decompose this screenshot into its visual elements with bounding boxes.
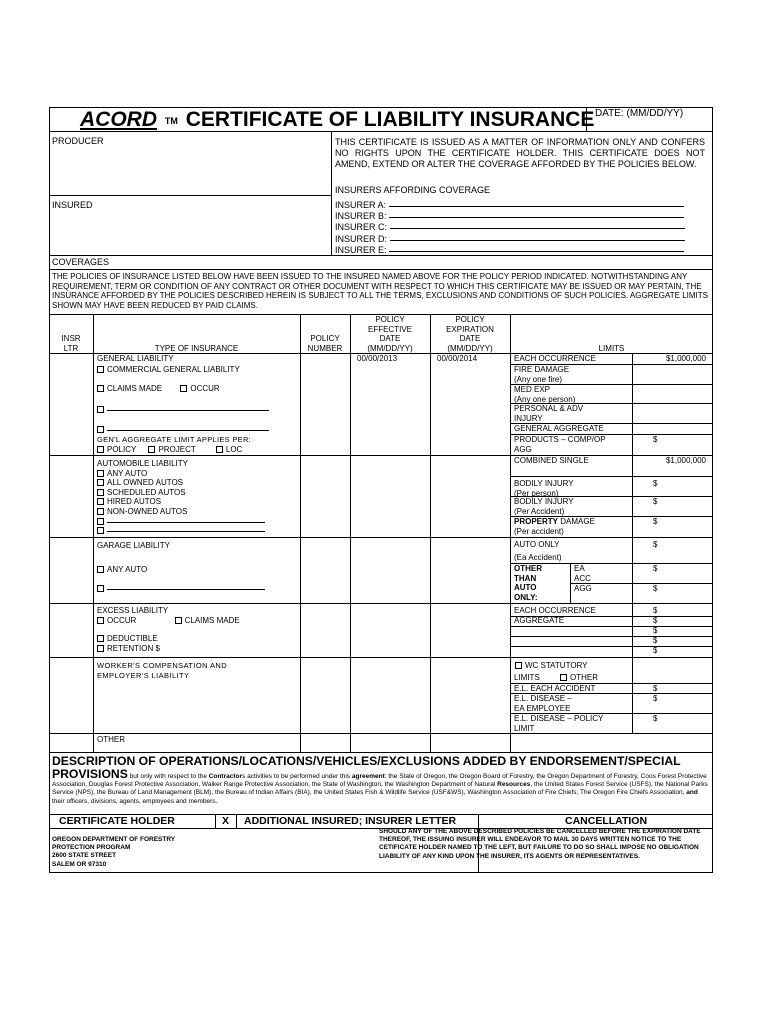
garage-blank[interactable] <box>97 584 297 594</box>
description-body: PROVISIONS but only with respect to the Contractors activities to be performed under this agreement: the State of Oregon, the Oregon Board of Forestry, the Oregon Department of Forestry, Coos Forest Protective Association, Douglas Forest Protective Association, Walker Range Protective Association, the State of Washington, the Washington Department of Natural Resources, the United States Forest Service (USFS), the National Parks Service (NPS), the Bureau of Land Management (BLM), the Bureau of Indian Affairs (BIA), the United States Fish & Wildlife Service (USF&WS), Washington Association of Fire Chiefs; The Oregon Fire Chiefs Association, and their officers, divisions, agents, employees and members. <box>52 767 708 805</box>
ea-acc-label: EA ACC <box>574 564 591 583</box>
col-expiration-date: POLICY EXPIRATION DATE (MM/DD/YY) <box>446 315 494 353</box>
title-text: CERTIFICATE OF LIABILITY INSURANCE <box>185 108 595 131</box>
auto-blank-2[interactable] <box>97 526 297 536</box>
auto-only-value: $ <box>653 540 658 549</box>
wc-other-checkbox[interactable]: OTHER <box>560 673 598 682</box>
general-expiration-date: 00/00/2014 <box>437 354 478 363</box>
insurer-e: INSURER E: <box>335 245 685 256</box>
excess-each-occurrence-value: $ <box>653 606 658 615</box>
additional-insured-x: X <box>221 815 229 827</box>
ea-acc-value: $ <box>653 564 658 573</box>
insurers-list <box>335 200 685 256</box>
description-section <box>52 754 710 806</box>
wc-limits-row <box>514 673 598 683</box>
combined-single-value: $1,000,000 <box>665 456 706 465</box>
personal-adv-label: PERSONAL & ADV INJURY <box>514 404 584 423</box>
excess-each-occurrence-label: EACH OCCURRENCE <box>514 606 596 615</box>
claims-made-checkbox[interactable]: CLAIMS MADE <box>97 384 162 393</box>
products-label: PRODUCTS – COMP/OP AGG <box>514 435 606 454</box>
excess-claims-made-checkbox[interactable]: CLAIMS MADE <box>175 616 240 625</box>
description-heading: DESCRIPTION OF OPERATIONS/LOCATIONS/VEHICLES/EXCLUSIONS ADDED BY ENDORSEMENT/SPECIAL <box>52 754 681 768</box>
insurers-heading: INSURERS AFFORDING COVERAGE <box>335 185 491 195</box>
automobile-liability-title: AUTOMOBILE LIABILITY <box>97 459 188 468</box>
el-disease-policy-label: E.L. DISEASE – POLICY LIMIT <box>514 714 604 733</box>
el-each-accident-value: $ <box>653 684 658 693</box>
general-blank-1[interactable] <box>97 405 297 415</box>
insurer-c: INSURER C: <box>335 222 685 233</box>
bodily-injury-accident-label: BODILY INJURY (Per Accident) <box>514 497 574 516</box>
general-effective-date: 00/00/2013 <box>357 354 398 363</box>
aggregate-applies-label: GEN'L AGGREGATE LIMIT APPLIES PER: <box>97 434 252 444</box>
each-occurrence-value: $1,000,000 <box>665 354 706 363</box>
insured-label: INSURED <box>52 200 93 210</box>
col-insr-ltr: INSR LTR <box>61 334 81 353</box>
auto-only-sub-label: (Ea Accident) <box>514 553 562 562</box>
all-owned-autos-checkbox[interactable]: ALL OWNED AUTOS <box>97 478 297 488</box>
commercial-general-checkbox[interactable]: COMMERCIAL GENERAL LIABILITY <box>97 365 297 375</box>
cancellation-label: CANCELLATION <box>565 815 648 827</box>
general-liability-cell <box>97 354 297 454</box>
project-checkbox[interactable]: PROJECT <box>148 445 195 454</box>
el-disease-employee-label: E.L. DISEASE – EA EMPLOYEE <box>514 694 572 713</box>
agg-label: AGG <box>574 584 592 593</box>
workers-comp-cell: WORKER'S COMPENSATION AND EMPLOYER'S LIABILITY <box>97 661 228 680</box>
general-aggregate-label: GENERAL AGGREGATE <box>514 424 604 433</box>
col-limits: LIMITS <box>598 344 625 353</box>
any-auto-checkbox[interactable]: ANY AUTO <box>97 469 297 479</box>
insurer-d: INSURER D: <box>335 234 685 245</box>
excess-blank-1-value: $ <box>653 626 658 635</box>
date-label: DATE: (MM/DD/YY) <box>595 108 684 119</box>
el-disease-policy-value: $ <box>653 714 658 723</box>
property-damage-value: $ <box>653 517 658 526</box>
certificate-holder-address: OREGON DEPARTMENT OF FORESTRY PROTECTION PROGRAM 2600 STATE STREET SALEM OR 97310 <box>52 836 176 868</box>
excess-aggregate-value: $ <box>653 616 658 625</box>
other-coverage-label: OTHER <box>97 735 125 744</box>
fire-damage-label: FIRE DAMAGE (Any one fire) <box>514 365 570 384</box>
excess-occur-checkbox[interactable]: OCCUR <box>97 616 136 625</box>
col-policy-number: POLICY NUMBER <box>307 334 343 353</box>
garage-liability-title: GARAGE LIABILITY <box>97 541 170 550</box>
excess-blank-3-value: $ <box>653 646 658 655</box>
policy-checkbox[interactable]: POLICY <box>97 445 136 454</box>
each-occurrence-label: EACH OCCURRENCE <box>514 354 596 363</box>
agg-value: $ <box>653 584 658 593</box>
cancellation-text: SHOULD ANY OF THE ABOVE DESCRIBED POLICIES BE CANCELLED BEFORE THE EXPIRATION DATE THEREOF, THE ISSUING INSURER WILL ENDEAVOR TO MAIL 30 DAYS WRITTEN NOTICE TO THE CETIFICATE HOLDER NAMED TO THE LEFT, BUT FAILURE TO DO SO SHALL IMPOSE NO OBLIGATION LIABILITY OF ANY KIND UPON THE INSURER, ITS AGENTS OR REPRESENTATIVES. <box>379 828 701 860</box>
other-than-auto-only-label: OTHER THAN AUTO ONLY: <box>514 564 542 602</box>
non-owned-autos-checkbox[interactable]: NON-OWNED AUTOS <box>97 507 297 517</box>
coverages-text: THE POLICIES OF INSURANCE LISTED BELOW HAVE BEEN ISSUED TO THE INSURED NAMED ABOVE FOR THE POLICY PERIOD INDICATED. NOTWITHSTANDING ANY REQUIREMENT, TERM OR CONDITION OF ANY CONTRACT OR OTHER DOCUMENT WITH RESPECT TO WHICH THIS CERTIFICATE MAY BE ISSUED OR MAY PERTAIN, THE INSURANCE AFFORDED BY THE POLICIES DESCRIBED HEREIN IS SUBJECT TO ALL THE TERMS, EXCLUSIONS AND CONDITIONS OF SUCH POLICIES. AGGREGATE LIMITS SHOWN MAY HAVE BEEN REDUCED BY PAID CLAIMS. <box>52 272 708 310</box>
property-damage-label: PROPERTY DAMAGE (Per accident) <box>514 517 595 536</box>
bodily-injury-person-label: BODILY INJURY (Per person) <box>514 479 574 498</box>
garage-liability-cell <box>97 541 297 594</box>
general-blank-2[interactable] <box>97 425 297 435</box>
excess-liability-cell <box>97 606 297 653</box>
retention-checkbox[interactable]: RETENTION $ <box>97 644 297 654</box>
bodily-injury-person-value: $ <box>653 479 658 488</box>
trademark: TM <box>164 116 178 126</box>
general-liability-title: GENERAL LIABILITY <box>97 354 174 363</box>
deductible-checkbox[interactable]: DEDUCTIBLE <box>97 634 297 644</box>
certificate-holder-label: CERTIFICATE HOLDER <box>59 815 175 827</box>
insurer-a: INSURER A: <box>335 200 685 211</box>
products-value: $ <box>653 435 658 444</box>
form-title <box>80 109 594 132</box>
excess-blank-2-value: $ <box>653 636 658 645</box>
loc-checkbox[interactable]: LOC <box>216 445 242 454</box>
excess-liability-title: EXCESS LIABILITY <box>97 606 169 615</box>
col-type: TYPE OF INSURANCE <box>154 344 239 353</box>
garage-any-auto-checkbox[interactable]: ANY AUTO <box>97 565 297 575</box>
auto-blank-1[interactable] <box>97 517 297 527</box>
certificate-notice: THIS CERTIFICATE IS ISSUED AS A MATTER OF INFORMATION ONLY AND CONFERS NO RIGHTS UPON THE CERTIFICATE HOLDER. THIS CERTIFICATE DOES NOT AMEND, EXTEND OR ALTER THE COVERAGE AFFORDED BY THE POLICIES BELOW. <box>335 137 705 169</box>
col-effective-date: POLICY EFFECTIVE DATE (MM/DD/YY) <box>367 315 413 353</box>
wc-statutory-checkbox[interactable]: WC STATUTORY <box>515 661 588 671</box>
hired-autos-checkbox[interactable]: HIRED AUTOS <box>97 497 297 507</box>
coverages-label: COVERAGES <box>52 257 110 267</box>
producer-label: PRODUCER <box>52 136 104 146</box>
el-each-accident-label: E.L. EACH ACCIDENT <box>514 684 596 693</box>
bodily-injury-accident-value: $ <box>653 497 658 506</box>
excess-aggregate-label: AGGREGATE <box>514 616 565 625</box>
combined-single-label: COMBINED SINGLE <box>514 456 589 465</box>
scheduled-autos-checkbox[interactable]: SCHEDULED AUTOS <box>97 488 297 498</box>
automobile-liability-cell <box>97 459 297 536</box>
med-exp-label: MED EXP (Any one person) <box>514 385 576 404</box>
additional-insured-label: ADDITIONAL INSURED; INSURER LETTER <box>244 815 457 827</box>
occur-checkbox[interactable]: OCCUR <box>180 384 219 393</box>
wc-limits-label: LIMITS <box>514 673 540 682</box>
el-disease-employee-value: $ <box>653 694 658 703</box>
auto-only-label: AUTO ONLY <box>514 540 560 549</box>
insurer-b: INSURER B: <box>335 211 685 222</box>
acord-logo: ACORD <box>80 108 157 131</box>
